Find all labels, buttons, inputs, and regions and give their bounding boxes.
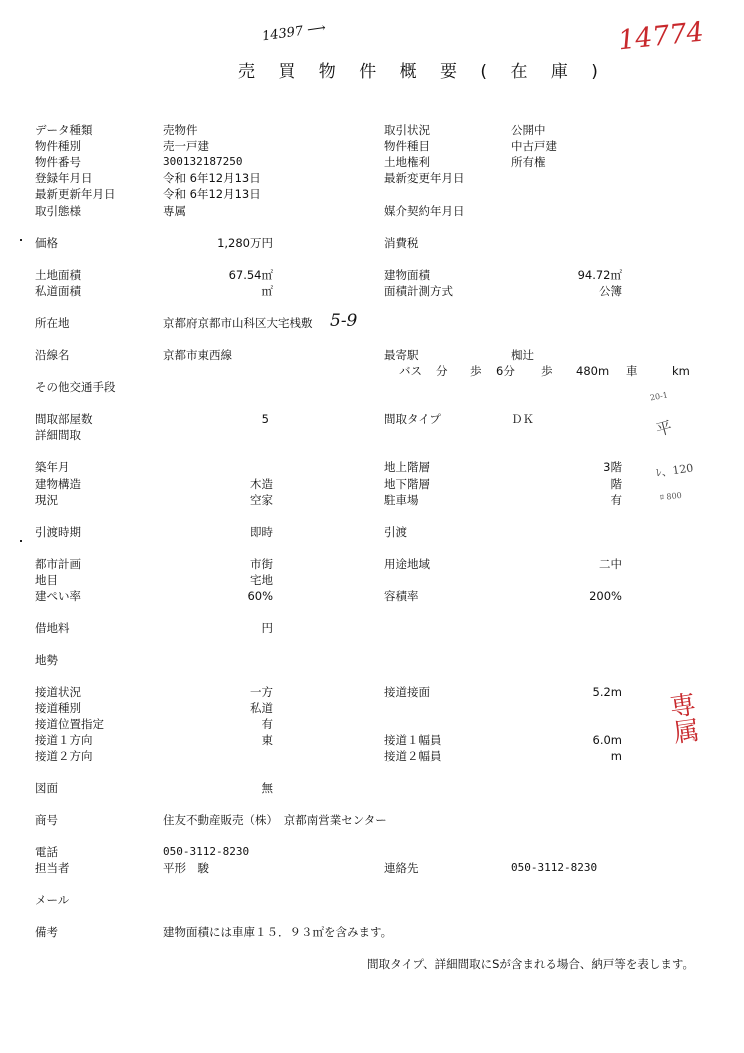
value-parking: 有 — [610, 493, 622, 507]
label-property-item: 物件種目 — [384, 139, 430, 153]
label-road-status: 接道状況 — [35, 685, 81, 699]
value-trade-mode: 専属 — [163, 204, 186, 218]
value-road-kind: 私道 — [250, 701, 273, 715]
label-data-type: データ種類 — [35, 123, 93, 137]
label-handover: 引渡 — [384, 525, 407, 539]
label-layout-type: 間取タイプ — [384, 412, 441, 426]
label-city-plan: 都市計画 — [35, 557, 81, 571]
label-registered: 登録年月日 — [35, 171, 93, 185]
value-handover-time: 即時 — [250, 525, 273, 539]
value-data-type: 売物件 — [163, 123, 198, 137]
value-person: 平形 駿 — [163, 861, 209, 875]
value-contact: 050-3112-8230 — [511, 861, 598, 874]
label-floors-below: 地下階層 — [384, 477, 430, 491]
access-walk-1: 歩 — [470, 364, 482, 378]
access-walk-distance: 480m — [576, 364, 610, 378]
label-other-transport: その他交通手段 — [35, 380, 116, 394]
scan-speck — [20, 239, 22, 241]
label-person: 担当者 — [35, 861, 70, 875]
handwritten-exclusive-red: 専属 — [663, 690, 701, 746]
value-city-plan: 市街 — [250, 557, 273, 571]
access-car: 車 — [626, 364, 638, 378]
value-property-no: 300132187250 — [163, 155, 243, 168]
value-property-kind: 売一戸建 — [163, 139, 209, 153]
access-walk-min: 6分 — [496, 364, 515, 378]
label-land-category: 地目 — [35, 573, 58, 587]
value-remarks: 建物面積には車庫１５．９３㎡を含みます。 — [163, 925, 393, 939]
value-line: 京都市東西線 — [163, 348, 232, 362]
label-price: 価格 — [35, 236, 58, 250]
label-tax: 消費税 — [384, 236, 419, 250]
value-property-item: 中古戸建 — [511, 139, 557, 153]
label-road-designation: 接道位置指定 — [35, 717, 104, 731]
label-road1-dir: 接道１方向 — [35, 733, 93, 747]
value-floors-above: 3階 — [603, 460, 622, 474]
label-last-update: 最新更新年月日 — [35, 187, 116, 201]
label-drawing: 図面 — [35, 781, 58, 795]
label-property-no: 物件番号 — [35, 155, 81, 169]
label-company: 商号 — [35, 813, 58, 827]
label-zoning: 用途地域 — [384, 557, 430, 571]
label-coverage: 建ぺい率 — [35, 589, 81, 603]
value-phone: 050-3112-8230 — [163, 845, 250, 858]
access-car-km: km — [672, 364, 690, 378]
label-handover-time: 引渡時期 — [35, 525, 81, 539]
label-line: 沿線名 — [35, 348, 70, 362]
pencil-note-3: ﾚ、120 — [655, 461, 695, 480]
label-far: 容積率 — [384, 589, 419, 603]
scan-speck — [20, 540, 22, 542]
label-land-area: 土地面積 — [35, 268, 81, 282]
pencil-note-2: 平 — [653, 417, 675, 440]
value-road-status: 一方 — [250, 685, 273, 699]
value-ground-rent: 円 — [261, 621, 273, 635]
label-structure: 建物構造 — [35, 477, 81, 491]
label-floors-above: 地上階層 — [384, 460, 430, 474]
label-road-frontage: 接道接面 — [384, 685, 430, 699]
page-title: 売 買 物 件 概 要 ( 在 庫 ) — [238, 62, 607, 82]
value-building-area: 94.72㎡ — [577, 268, 622, 282]
label-road-kind: 接道種別 — [35, 701, 81, 715]
label-phone: 電話 — [35, 845, 58, 859]
label-built: 築年月 — [35, 460, 70, 474]
label-trade-mode: 取引態様 — [35, 204, 81, 218]
access-bus-min: 分 — [436, 364, 448, 378]
value-last-update: 令和 6年12月13日 — [163, 187, 261, 201]
handwritten-id-number: 14774 — [616, 16, 706, 57]
label-area-method: 面積計測方式 — [384, 284, 453, 298]
label-status: 現況 — [35, 493, 58, 507]
label-private-road: 私道面積 — [35, 284, 81, 298]
footnote: 間取タイプ、詳細間取にSが含まれる場合、納戸等を表します。 — [367, 957, 694, 971]
label-road2-dir: 接道２方向 — [35, 749, 93, 763]
label-station: 最寄駅 — [384, 348, 419, 362]
label-layout-detail: 詳細間取 — [35, 428, 81, 442]
access-bus: バス — [399, 364, 422, 378]
value-price: 1,280万円 — [217, 236, 273, 250]
value-status: 空家 — [250, 493, 273, 507]
value-station: 椥辻 — [511, 348, 534, 362]
value-road1-dir: 東 — [261, 733, 273, 747]
value-far: 200% — [589, 589, 622, 603]
label-road2-width: 接道２幅員 — [384, 749, 442, 763]
label-trade-status: 取引状況 — [384, 123, 430, 137]
value-area-method: 公簿 — [599, 284, 622, 298]
label-property-kind: 物件種別 — [35, 139, 81, 153]
handwritten-address-number: 5-9 — [330, 311, 358, 331]
handwritten-ref-number: 14397 ⟶ — [261, 20, 327, 45]
value-layout-type: ＤＫ — [511, 412, 534, 426]
value-structure: 木造 — [250, 477, 273, 491]
value-land-right: 所有権 — [511, 155, 546, 169]
value-floors-below: 階 — [610, 477, 622, 491]
label-rooms: 間取部屋数 — [35, 412, 93, 426]
value-road-frontage: 5.2m — [592, 685, 622, 699]
value-road-designation: 有 — [261, 717, 273, 731]
label-remarks: 備考 — [35, 925, 58, 939]
pencil-note-4: ﾛ 800 — [659, 490, 683, 503]
label-last-change: 最新変更年月日 — [384, 171, 465, 185]
pencil-note-1: 20-1 — [649, 390, 669, 403]
label-terrain: 地勢 — [35, 653, 58, 667]
label-address: 所在地 — [35, 316, 70, 330]
value-land-category: 宅地 — [250, 573, 273, 587]
value-address: 京都府京都市山科区大宅桟敷 — [163, 316, 313, 330]
value-company: 住友不動産販売（株） 京都南営業センター — [163, 813, 387, 827]
value-coverage: 60% — [247, 589, 273, 603]
value-trade-status: 公開中 — [511, 123, 546, 137]
value-drawing: 無 — [261, 781, 273, 795]
value-registered: 令和 6年12月13日 — [163, 171, 261, 185]
label-contact: 連絡先 — [384, 861, 419, 875]
value-private-road: ㎡ — [261, 284, 273, 298]
label-land-right: 土地権利 — [384, 155, 430, 169]
label-building-area: 建物面積 — [384, 268, 430, 282]
value-land-area: 67.54㎡ — [228, 268, 273, 282]
value-rooms: 5 — [261, 412, 269, 426]
label-parking: 駐車場 — [384, 493, 419, 507]
label-agency-contract: 媒介契約年月日 — [384, 204, 465, 218]
label-mail: メール — [35, 893, 70, 907]
value-road1-width: 6.0m — [592, 733, 622, 747]
access-walk-2: 歩 — [541, 364, 553, 378]
value-zoning: 二中 — [599, 557, 622, 571]
value-road2-width: m — [610, 749, 622, 763]
label-ground-rent: 借地料 — [35, 621, 70, 635]
label-road1-width: 接道１幅員 — [384, 733, 442, 747]
